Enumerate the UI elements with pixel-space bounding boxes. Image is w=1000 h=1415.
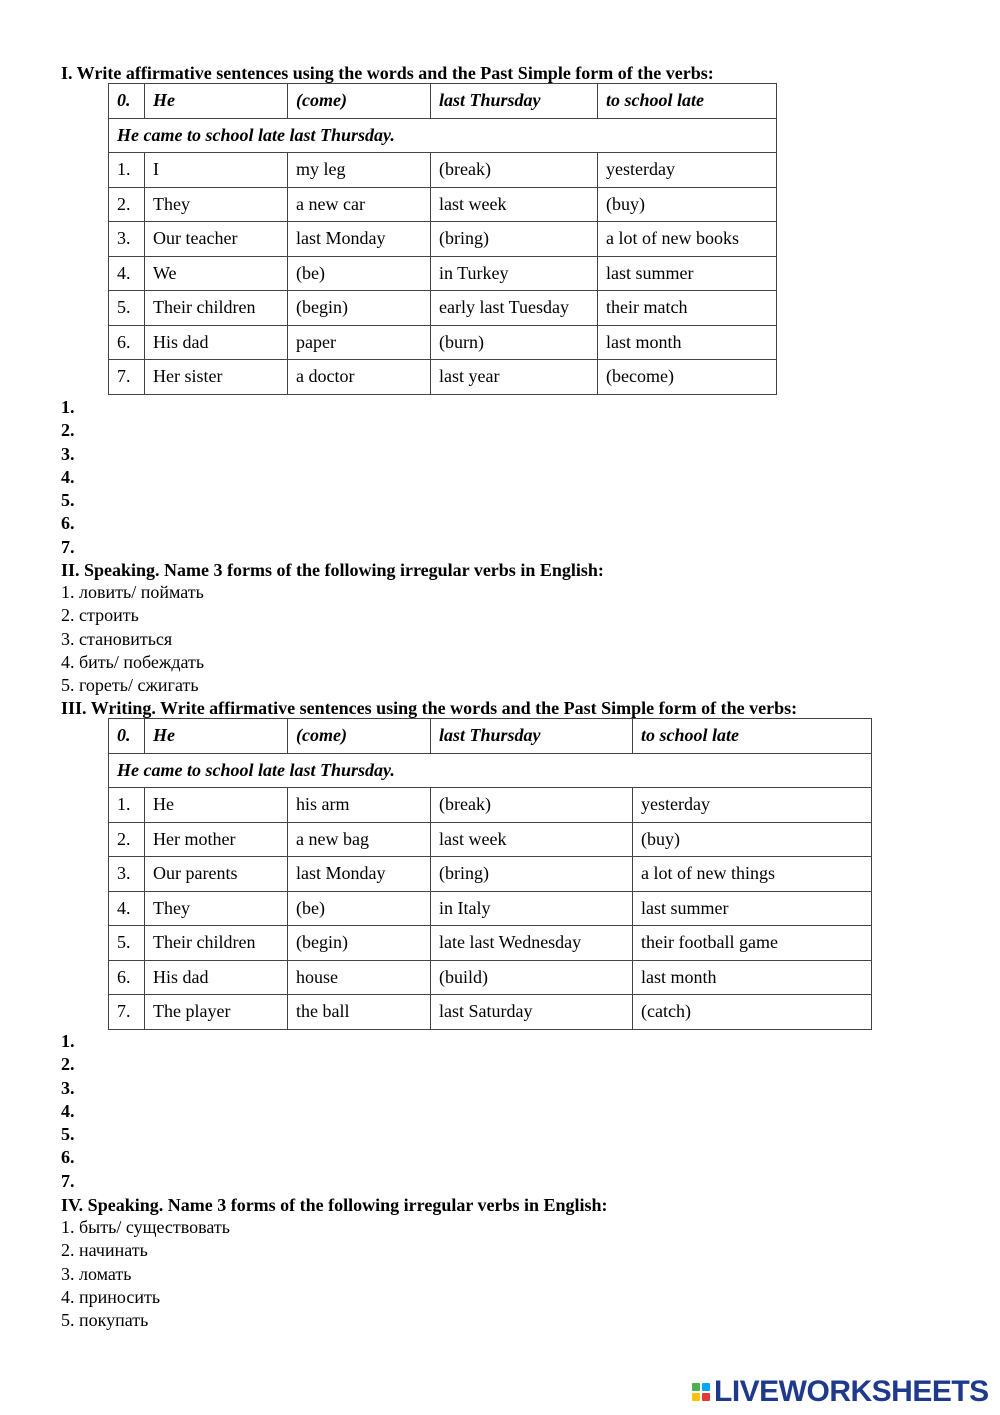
table-cell: a doctor xyxy=(288,360,431,395)
table-cell: (build) xyxy=(431,960,633,995)
logo-square xyxy=(702,1383,710,1391)
table-row xyxy=(109,822,872,857)
table-cell: (become) xyxy=(598,360,777,395)
table-row xyxy=(109,926,872,961)
verb-item: 4. приносить xyxy=(61,1286,161,1307)
table-cell: I xyxy=(145,153,288,188)
verb-item: 3. ломать xyxy=(61,1263,132,1284)
answer-line[interactable]: 4. xyxy=(61,1100,75,1121)
example-answer: He came to school late last Thursday. xyxy=(109,753,872,788)
table-cell: Their children xyxy=(145,926,288,961)
table-cell: Her mother xyxy=(145,822,288,857)
table-cell: 4. xyxy=(109,891,145,926)
table-cell: last Thursday xyxy=(431,719,633,754)
table-cell: (bring) xyxy=(431,857,633,892)
table-cell: Their children xyxy=(145,291,288,326)
logo-square xyxy=(692,1393,700,1401)
table-cell: last Monday xyxy=(288,222,431,257)
answer-line[interactable]: 6. xyxy=(61,513,75,534)
table-cell: last summer xyxy=(633,891,872,926)
exercise-table-1 xyxy=(108,83,777,395)
table-row xyxy=(109,153,777,188)
table-cell: The player xyxy=(145,995,288,1030)
table-cell: 1. xyxy=(109,788,145,823)
table-cell: (break) xyxy=(431,788,633,823)
table-cell: last month xyxy=(633,960,872,995)
table-cell: last month xyxy=(598,325,777,360)
table-cell: 3. xyxy=(109,857,145,892)
table-cell: 7. xyxy=(109,360,145,395)
logo-square xyxy=(692,1383,700,1391)
verb-item: 1. ловить/ поймать xyxy=(61,582,204,602)
table-cell: (catch) xyxy=(633,995,872,1030)
table-row xyxy=(109,256,777,291)
table-cell: (bring) xyxy=(431,222,598,257)
verb-item: 5. покупать xyxy=(61,1310,149,1331)
table-cell: (come) xyxy=(288,84,431,119)
table-cell: in Turkey xyxy=(431,256,598,291)
table-cell: (break) xyxy=(431,153,598,188)
answer-line[interactable]: 1. xyxy=(61,1031,75,1051)
table-cell: 7. xyxy=(109,995,145,1030)
verb-item: 2. строить xyxy=(61,605,139,626)
table-cell: the ball xyxy=(288,995,431,1030)
table-row xyxy=(109,291,777,326)
answer-line[interactable]: 5. xyxy=(61,490,75,511)
answer-line[interactable]: 5. xyxy=(61,1124,75,1145)
answer-line[interactable]: 2. xyxy=(61,1054,75,1075)
table-cell: 0. xyxy=(109,719,145,754)
table-cell: 5. xyxy=(109,291,145,326)
verb-list-4 xyxy=(61,1216,230,1332)
table-cell: (be) xyxy=(288,256,431,291)
table-cell: 0. xyxy=(109,84,145,119)
logo-square xyxy=(702,1393,710,1401)
verb-item: 2. начинать xyxy=(61,1240,148,1261)
table-cell: His dad xyxy=(145,325,288,360)
liveworksheets-logo-icon xyxy=(692,1383,710,1401)
section-1-title: I. Write affirmative sentences using the words and the Past Simple form of the verbs: xyxy=(61,63,714,83)
section-2-title: II. Speaking. Name 3 forms of the following irregular verbs in English: xyxy=(61,560,604,580)
table-cell: late last Wednesday xyxy=(431,926,633,961)
section-3-title: III. Writing. Write affirmative sentences using the words and the Past Simple form of the verbs: xyxy=(61,698,798,718)
logo-text: LIVEWORKSHEETS xyxy=(714,1375,989,1408)
table-cell: paper xyxy=(288,325,431,360)
liveworksheets-logo[interactable] xyxy=(692,1377,989,1407)
table-row xyxy=(109,857,872,892)
table-cell: their football game xyxy=(633,926,872,961)
table-cell: (buy) xyxy=(633,822,872,857)
table-2-example-row xyxy=(109,719,872,754)
table-cell: 2. xyxy=(109,822,145,857)
table-cell: last Thursday xyxy=(431,84,598,119)
answer-lines-1 xyxy=(61,396,75,559)
table-cell: in Italy xyxy=(431,891,633,926)
answer-line[interactable]: 3. xyxy=(61,443,75,464)
table-cell: 2. xyxy=(109,187,145,222)
table-row xyxy=(109,360,777,395)
table-row xyxy=(109,995,872,1030)
table-row xyxy=(109,960,872,995)
table-cell: 5. xyxy=(109,926,145,961)
table-cell: last week xyxy=(431,187,598,222)
table-row xyxy=(109,222,777,257)
table-cell: (begin) xyxy=(288,291,431,326)
table-cell: to school late xyxy=(633,719,872,754)
answer-line[interactable]: 7. xyxy=(61,536,75,557)
table-cell: Our parents xyxy=(145,857,288,892)
table-cell: 6. xyxy=(109,960,145,995)
table-cell: Our teacher xyxy=(145,222,288,257)
table-1-example-row xyxy=(109,84,777,119)
table-cell: (buy) xyxy=(598,187,777,222)
exercise-table-2 xyxy=(108,718,872,1030)
section-4-title: IV. Speaking. Name 3 forms of the following irregular verbs in English: xyxy=(61,1195,608,1215)
table-cell: 4. xyxy=(109,256,145,291)
table-cell: early last Tuesday xyxy=(431,291,598,326)
table-cell: a new car xyxy=(288,187,431,222)
table-cell: his arm xyxy=(288,788,431,823)
table-cell: their match xyxy=(598,291,777,326)
table-cell: He xyxy=(145,84,288,119)
table-cell: to school late xyxy=(598,84,777,119)
answer-line[interactable]: 2. xyxy=(61,420,75,441)
table-cell: last Monday xyxy=(288,857,431,892)
table-1-example-answer-row xyxy=(109,118,777,153)
answer-line[interactable]: 7. xyxy=(61,1170,75,1191)
example-answer: He came to school late last Thursday. xyxy=(109,118,777,153)
table-cell: They xyxy=(145,891,288,926)
table-2-example-answer-row xyxy=(109,753,872,788)
table-cell: last summer xyxy=(598,256,777,291)
table-cell: a new bag xyxy=(288,822,431,857)
verb-item: 3. становиться xyxy=(61,628,173,649)
table-cell: my leg xyxy=(288,153,431,188)
answer-lines-3 xyxy=(61,1030,75,1193)
verb-list-2 xyxy=(61,581,204,697)
table-cell: 3. xyxy=(109,222,145,257)
table-row xyxy=(109,788,872,823)
answer-line[interactable]: 4. xyxy=(61,466,75,487)
table-cell: (come) xyxy=(288,719,431,754)
verb-item: 4. бить/ побеждать xyxy=(61,651,205,672)
answer-line[interactable]: 1. xyxy=(61,397,75,417)
table-cell: (be) xyxy=(288,891,431,926)
table-cell: (burn) xyxy=(431,325,598,360)
table-cell: last Saturday xyxy=(431,995,633,1030)
table-cell: last week xyxy=(431,822,633,857)
table-cell: yesterday xyxy=(598,153,777,188)
answer-line[interactable]: 6. xyxy=(61,1147,75,1168)
table-cell: house xyxy=(288,960,431,995)
table-cell: We xyxy=(145,256,288,291)
verb-item: 5. гореть/ сжигать xyxy=(61,675,199,696)
table-cell: His dad xyxy=(145,960,288,995)
table-cell: 1. xyxy=(109,153,145,188)
table-cell: He xyxy=(145,788,288,823)
table-cell: They xyxy=(145,187,288,222)
table-row xyxy=(109,325,777,360)
table-cell: last year xyxy=(431,360,598,395)
table-cell: yesterday xyxy=(633,788,872,823)
answer-line[interactable]: 3. xyxy=(61,1077,75,1098)
table-cell: a lot of new books xyxy=(598,222,777,257)
table-row xyxy=(109,891,872,926)
table-cell: He xyxy=(145,719,288,754)
table-cell: 6. xyxy=(109,325,145,360)
table-cell: a lot of new things xyxy=(633,857,872,892)
table-cell: Her sister xyxy=(145,360,288,395)
table-row xyxy=(109,187,777,222)
verb-item: 1. быть/ существовать xyxy=(61,1217,230,1237)
table-cell: (begin) xyxy=(288,926,431,961)
